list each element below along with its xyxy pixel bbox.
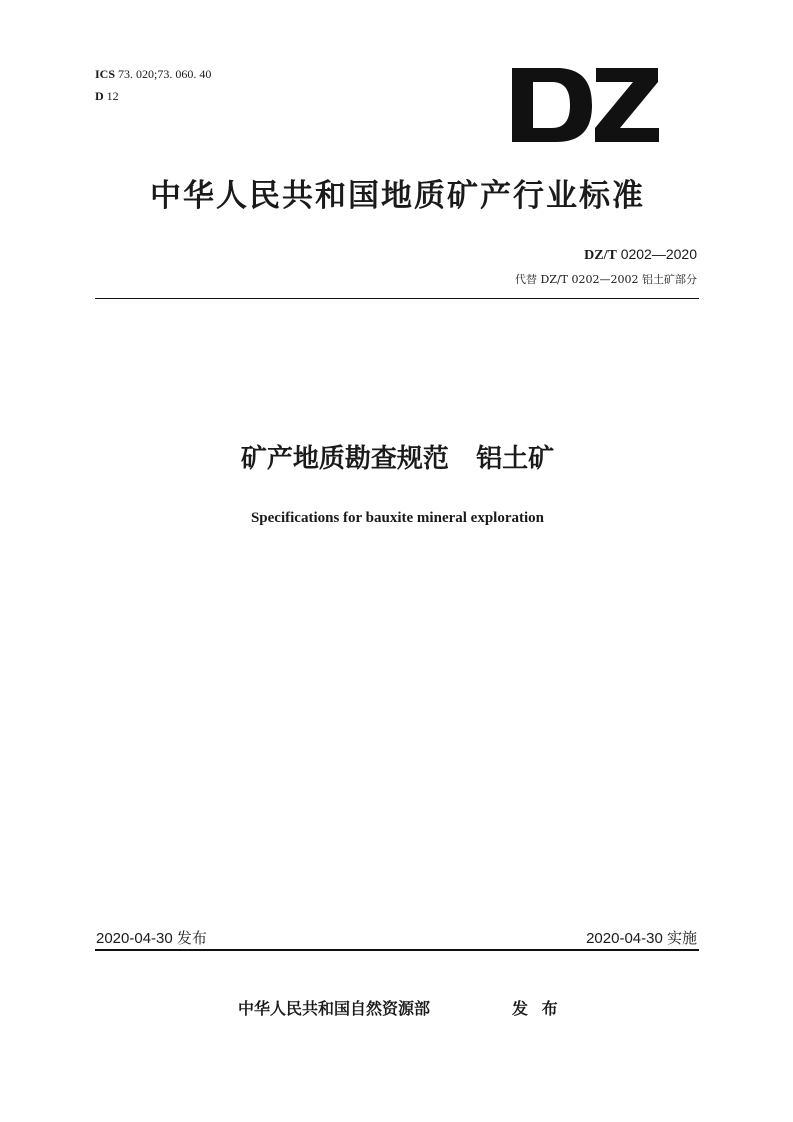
top-divider — [95, 298, 699, 299]
replaces-note: 代替 DZ/T 0202—2002 铝土矿部分 — [515, 273, 697, 286]
classification-number: 12 — [103, 89, 119, 103]
document-title-english: Specifications for bauxite mineral exploration — [250, 510, 545, 526]
publish-label: 发 布 — [512, 999, 562, 1018]
logo-letter-d — [512, 68, 592, 142]
classification-code — [95, 88, 119, 104]
classification-prefix: D — [95, 89, 104, 103]
dz-logo — [512, 68, 660, 142]
issuing-authority: 中华人民共和国自然资源部 — [238, 999, 431, 1018]
standard-category-title: 中华人民共和国地质矿产行业标准 — [150, 178, 645, 214]
standard-number — [584, 245, 697, 265]
ics-prefix: ICS — [95, 67, 116, 81]
issue-date: 2020-04-30 发布 — [96, 930, 207, 947]
ics-code — [95, 66, 211, 82]
document-title-chinese: 矿产地质勘查规范 铝土矿 — [240, 444, 555, 474]
standard-number-value: 0202—2020 — [616, 246, 697, 262]
logo-letter-z — [595, 68, 659, 142]
implementation-date: 2020-04-30 实施 — [586, 930, 697, 947]
standard-number-prefix: DZ/T — [584, 248, 617, 263]
bottom-divider — [95, 949, 699, 951]
ics-codes: 73. 020;73. 060. 40 — [115, 67, 212, 81]
